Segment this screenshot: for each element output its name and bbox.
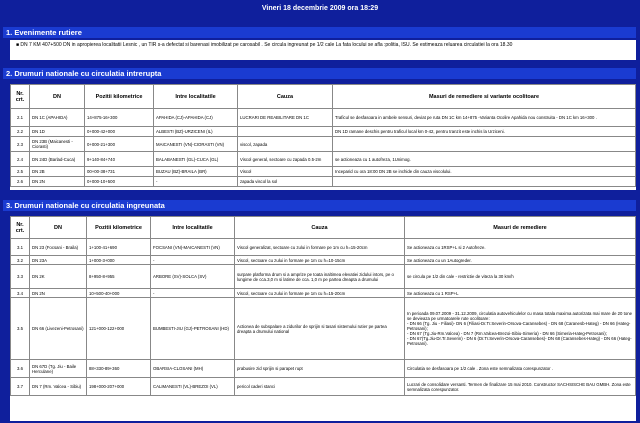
cell: Se actioneaza cu un 1Autogreder.	[405, 256, 636, 265]
cell: 9+140-84+740	[85, 152, 154, 167]
cell: BUMBESTI-JIU (GJ)-PETROSANI (HD)	[151, 298, 235, 360]
cell: se actioneaza cu 1 autofreza, 1Unimog.	[333, 152, 636, 167]
section-2-heading: 2. Drumuri nationale cu circulatia intrerupta	[3, 68, 636, 79]
cell: 0+000-42+000	[85, 127, 154, 137]
cell: 8+950-8+955	[87, 265, 151, 289]
cell: 2.2	[11, 127, 30, 137]
table-header-row	[11, 217, 636, 239]
cell: 0+000-21+300	[85, 137, 154, 152]
cell: 10+500-40+000	[87, 289, 151, 298]
cell: LUCRARI DE REABILITARE DN 1C	[238, 109, 333, 127]
cell: surpare platforma drum si a amprize pe toata inaltimea elevatiei zidului intors, pe o lungime de cca.3,0 m si latime de cca. 1,0 m pe partea dreapta a drumului	[235, 265, 405, 289]
section-3-heading: 3. Drumuri nationale cu circulatia ingreunata	[3, 200, 636, 211]
section-1-heading: 1. Evenimente rutiere	[3, 27, 636, 38]
table-row	[11, 265, 636, 289]
cell: 2.3	[11, 137, 30, 152]
cell: 3.2	[11, 256, 30, 265]
cell: Viscol, sectoare cu zului in formare pe 1m cu h=15-20cm	[235, 289, 405, 298]
cell: APAHIDA (CJ)-APAHIDA (CJ)	[154, 109, 238, 127]
cell: -	[151, 256, 235, 265]
cell: se circula pe 1/2 din cale - restrictie de viteza la 30 km/h	[405, 265, 636, 289]
table-row	[11, 360, 636, 378]
cell: Actionea de subspalare a zidurilor de sprijin si tasari sistemului rutier pe partea dreapta a drumului national	[235, 298, 405, 360]
cell	[333, 177, 636, 187]
cell: DN 1D	[30, 127, 85, 137]
cell: DN 1D ramane deschis pentru traficul local km 0-42, pentru tranzit este inchis la Urziceni.	[333, 127, 636, 137]
cell: In perioada 09.07.2009 - 31.12.2009, circulatia autovehiculelor cu masa totala maxima autorizata mai mare de 20 tone se devieaza pe urmatoarele rute ocolitoare: - DN 66 (Tg. Jiu - Filiasi)- DN 6 (Filiasi-Dr.Tr.Severin-Orsova-Caransebes) - DN 68 (Caranesb-Hateg) - DN 66 (Hateg-Petrosani); - DN 67 (Tg.Jiu-Rm.Valcea) - DN 7 (Rm.Valcea-Brezoi-Sibiu-Simeria) - DN 66 (Simeria-Hateg-Petrosani); - DN 67(Tg.Jiu-Dr.Tr.Severin) - DN 6 (Dr.Tr.Severin-Orsova-Caransebes)- DN 68 (Caransebes-Hateg) - DN 66 (Hateg-Petrosani).	[405, 298, 636, 360]
col-header: Cauza	[238, 85, 333, 109]
cell: 121+000-122+000	[87, 298, 151, 360]
col-header: Pozitii kilometrice	[85, 85, 154, 109]
cell: MAICANESTI (VN)-CIORASTI (VN)	[154, 137, 238, 152]
cell: Inceparid cu ora 18:00 DN 2B se inchide din cauza viscolului.	[333, 167, 636, 177]
table-row	[11, 167, 636, 177]
cell: Lucrari de consolidare versanti. Termen de finalizare 15 mai 2010. Constructor SACHSISCHE BAU GMBH. Zona este semnalizata corespunzator.	[405, 378, 636, 396]
cell: ALBESTI (BZ)-URZICENI (IL)	[154, 127, 238, 137]
cell	[333, 137, 636, 152]
cell: 3.6	[11, 360, 30, 378]
cell: Traficul se desfasoara in ambele sensuri, deviat pe ruta DN 1C km 14+875 -Varianta Ocolire Apahida nou construita - DN 1C km 16+300 .	[333, 109, 636, 127]
events-panel	[10, 40, 636, 60]
congested-roads-panel	[10, 216, 636, 421]
congested-roads-table	[10, 216, 636, 396]
col-header: DN	[30, 85, 85, 109]
col-header: Masuri de remediere	[405, 217, 636, 239]
cell: 88+330-89+360	[87, 360, 151, 378]
cell: 1+000-3+000	[87, 256, 151, 265]
col-header: Intre localitatile	[151, 217, 235, 239]
table-row	[11, 298, 636, 360]
table-row	[11, 109, 636, 127]
cell: DN 2N	[30, 289, 87, 298]
table-row	[11, 378, 636, 396]
cell: DN 23 (Focsani - Braila)	[30, 239, 87, 256]
cell: 3.1	[11, 239, 30, 256]
cell: zapada viscol la sol	[238, 177, 333, 187]
table-row	[11, 152, 636, 167]
cell: DN 24D (Barlad-Cuca)	[30, 152, 85, 167]
cell: 0+000-10+500	[85, 177, 154, 187]
cell: DN 23A	[30, 256, 87, 265]
closed-roads-panel	[10, 84, 636, 190]
cell: 2.5	[11, 167, 30, 177]
cell: OBARSIA-CLOSANI (MH)	[151, 360, 235, 378]
cell: DN 1C (APAHIDA)	[30, 109, 85, 127]
cell: DN 67D (Tg. Jiu - Baile Herculane)	[30, 360, 87, 378]
cell: CALIMANESTI (VL)-BREZOI (VL)	[151, 378, 235, 396]
cell: viscol, zapada	[238, 137, 333, 152]
cell: Viscol general, sectoare cu zapada 0.5-2m	[238, 152, 333, 167]
cell: 2.4	[11, 152, 30, 167]
cell: BALABANESTI (GL)-CUCA (GL)	[154, 152, 238, 167]
cell: 3.7	[11, 378, 30, 396]
col-header: Masuri de remediere si variante ocolitoare	[333, 85, 636, 109]
cell: DN 2N	[30, 177, 85, 187]
cell: DN 23B (Maicanesti - Ciorasti)	[30, 137, 85, 152]
cell: 2.1	[11, 109, 30, 127]
cell: ARBORE (SV)-SOLCA (SV)	[151, 265, 235, 289]
cell: Viscol	[238, 167, 333, 177]
cell: -	[154, 177, 238, 187]
table-row	[11, 127, 636, 137]
cell: prabusire zid sprijin si parapet rupt	[235, 360, 405, 378]
col-header: Nr. crt.	[11, 217, 30, 239]
page-title: Vineri 18 decembrie 2009 ora 18:29	[0, 0, 640, 18]
cell: Viscol, sectoare cu zului in formare pe 1m cu h=10-15cm	[235, 256, 405, 265]
table-header-row	[11, 85, 636, 109]
col-header: DN	[30, 217, 87, 239]
col-header: Cauza	[235, 217, 405, 239]
cell: Viscol generalizat, sectoare cu zului in formare pe 1m cu h=15-20cm	[235, 239, 405, 256]
table-row	[11, 137, 636, 152]
cell: DN 2K	[30, 265, 87, 289]
col-header: Pozitii kilometrice	[87, 217, 151, 239]
table-row	[11, 289, 636, 298]
table-row	[11, 239, 636, 256]
cell: -	[151, 289, 235, 298]
cell: 1+100-41+690	[87, 239, 151, 256]
table-row	[11, 256, 636, 265]
cell: 3.4	[11, 289, 30, 298]
cell: 00+00-38+731	[85, 167, 154, 177]
cell: Se actioneaza cu 1 RSP+L	[405, 289, 636, 298]
closed-roads-table	[10, 84, 636, 187]
cell: 198+000-207+000	[87, 378, 151, 396]
cell: Circulatia se desfasoara pe 1/2 cale . Zona este semnalizata corespunzator .	[405, 360, 636, 378]
cell: FOCSANI (VN)-MAICANESTI (VN)	[151, 239, 235, 256]
cell: DN 7 (Rm. Valcea - Sibiu)	[30, 378, 87, 396]
cell: pericol caderi stanci	[235, 378, 405, 396]
col-header: Nr. crt.	[11, 85, 30, 109]
cell: 2.6	[11, 177, 30, 187]
cell	[238, 127, 333, 137]
col-header: Intre localitatile	[154, 85, 238, 109]
cell: 3.5	[11, 298, 30, 360]
cell: Se actioneaza cu 1RSP+L si 2 Autofreze.	[405, 239, 636, 256]
cell: 14+875-16+300	[85, 109, 154, 127]
event-item: ■ DN 7 KM 407+500 DN in apropierea localitatii Lesnic , un TIR s-a defectat si barenasi imobilizat pe carosabil . Se circula ingreunat pe 1/2 cale La fata locului se afla :politia, ISU. Se estimeaza reluarea circulatiei la ora 18.30	[16, 42, 513, 48]
cell: DN 2B	[30, 167, 85, 177]
cell: DN 66 (Livezeni-Petrosani)	[30, 298, 87, 360]
table-row	[11, 177, 636, 187]
cell: 3.3	[11, 265, 30, 289]
cell: BUZAU (BZ)-BRAILA (BR)	[154, 167, 238, 177]
